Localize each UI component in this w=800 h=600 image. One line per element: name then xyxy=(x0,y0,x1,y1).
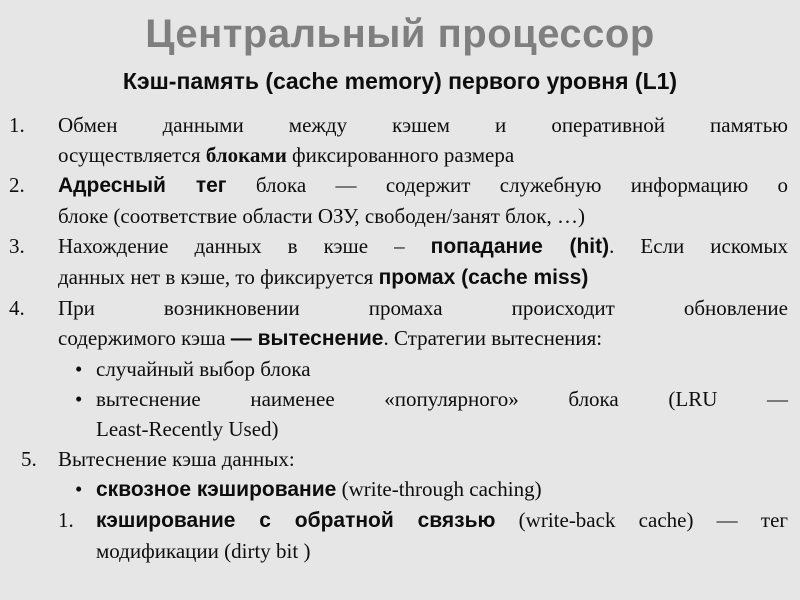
bold-term: Адресный тег xyxy=(58,174,227,197)
item-number: 5. xyxy=(21,447,37,471)
item-line xyxy=(58,262,788,293)
text-span: . Если искомых xyxy=(609,234,788,258)
item-line: Обмен данными между кэшем и оперативной памятью xyxy=(58,113,788,137)
bullet-item xyxy=(0,354,800,384)
bullet-icon: • xyxy=(75,357,83,381)
slide-title: Центральный процессор xyxy=(145,12,655,56)
item-line xyxy=(58,323,788,354)
bullet-icon: • xyxy=(75,477,83,501)
bold-term: — вытеснение xyxy=(230,327,384,350)
bold-term: промах (cache miss) xyxy=(378,266,589,289)
text-span: фиксированного размера xyxy=(286,143,515,167)
text-span: данных нет в кэше, то фиксируется xyxy=(58,265,379,289)
item-line: При возникновении промаха происходит обновление xyxy=(58,296,788,320)
bullet-text: случайный выбор блока xyxy=(96,357,311,381)
item-line: блоке (соответствие области ОЗУ, свободен/занят блок, …) xyxy=(58,204,585,228)
list-item-4 xyxy=(0,293,800,354)
bold-term: сквозное кэширование xyxy=(96,478,337,501)
bold-term: попадание (hit) xyxy=(430,235,610,258)
list-item-1 xyxy=(0,110,800,170)
text-span: содержимого кэша xyxy=(58,326,231,350)
bullet-icon: • xyxy=(75,387,83,411)
numbered-subitem xyxy=(0,505,800,566)
item-number: 4. xyxy=(9,296,25,320)
slide-subtitle: Кэш-память (cache memory) первого уровня (L1) xyxy=(122,68,678,94)
bullet-item xyxy=(0,384,800,444)
text-span: . Стратегии вытеснения: xyxy=(383,326,603,350)
bullet-text: Least-Recently Used) xyxy=(96,417,279,441)
item-line xyxy=(58,231,788,262)
text-span: (write-back cache) — тег xyxy=(495,508,789,532)
item-line xyxy=(58,170,788,201)
bullet-text: модификации (dirty bit ) xyxy=(96,539,311,563)
text-span: (write-through caching) xyxy=(336,477,542,501)
item-line xyxy=(58,140,788,170)
item-line: Вытеснение кэша данных: xyxy=(58,447,295,471)
text-span: осуществляется xyxy=(58,143,206,167)
bullet-text: вытеснение наименее «популярного» блока (LRU — xyxy=(96,387,788,411)
item-number: 3. xyxy=(9,234,25,258)
list-item-5 xyxy=(0,444,800,474)
list-item-2 xyxy=(0,170,800,231)
bold-term: кэширование с обратной связью xyxy=(96,509,496,532)
text-span: блока — содержит служебную информацию о xyxy=(226,173,788,197)
item-number: 1. xyxy=(9,113,25,137)
subitem-number: 1. xyxy=(58,508,74,532)
list-item-3 xyxy=(0,231,800,293)
bold-term: блоками xyxy=(205,143,287,167)
bullet-text xyxy=(96,505,788,536)
content-list xyxy=(0,110,800,566)
item-number: 2. xyxy=(9,173,25,197)
bullet-item xyxy=(0,474,800,505)
text-span: Нахождение данных в кэше – xyxy=(58,234,431,258)
bullet-text xyxy=(96,474,788,505)
